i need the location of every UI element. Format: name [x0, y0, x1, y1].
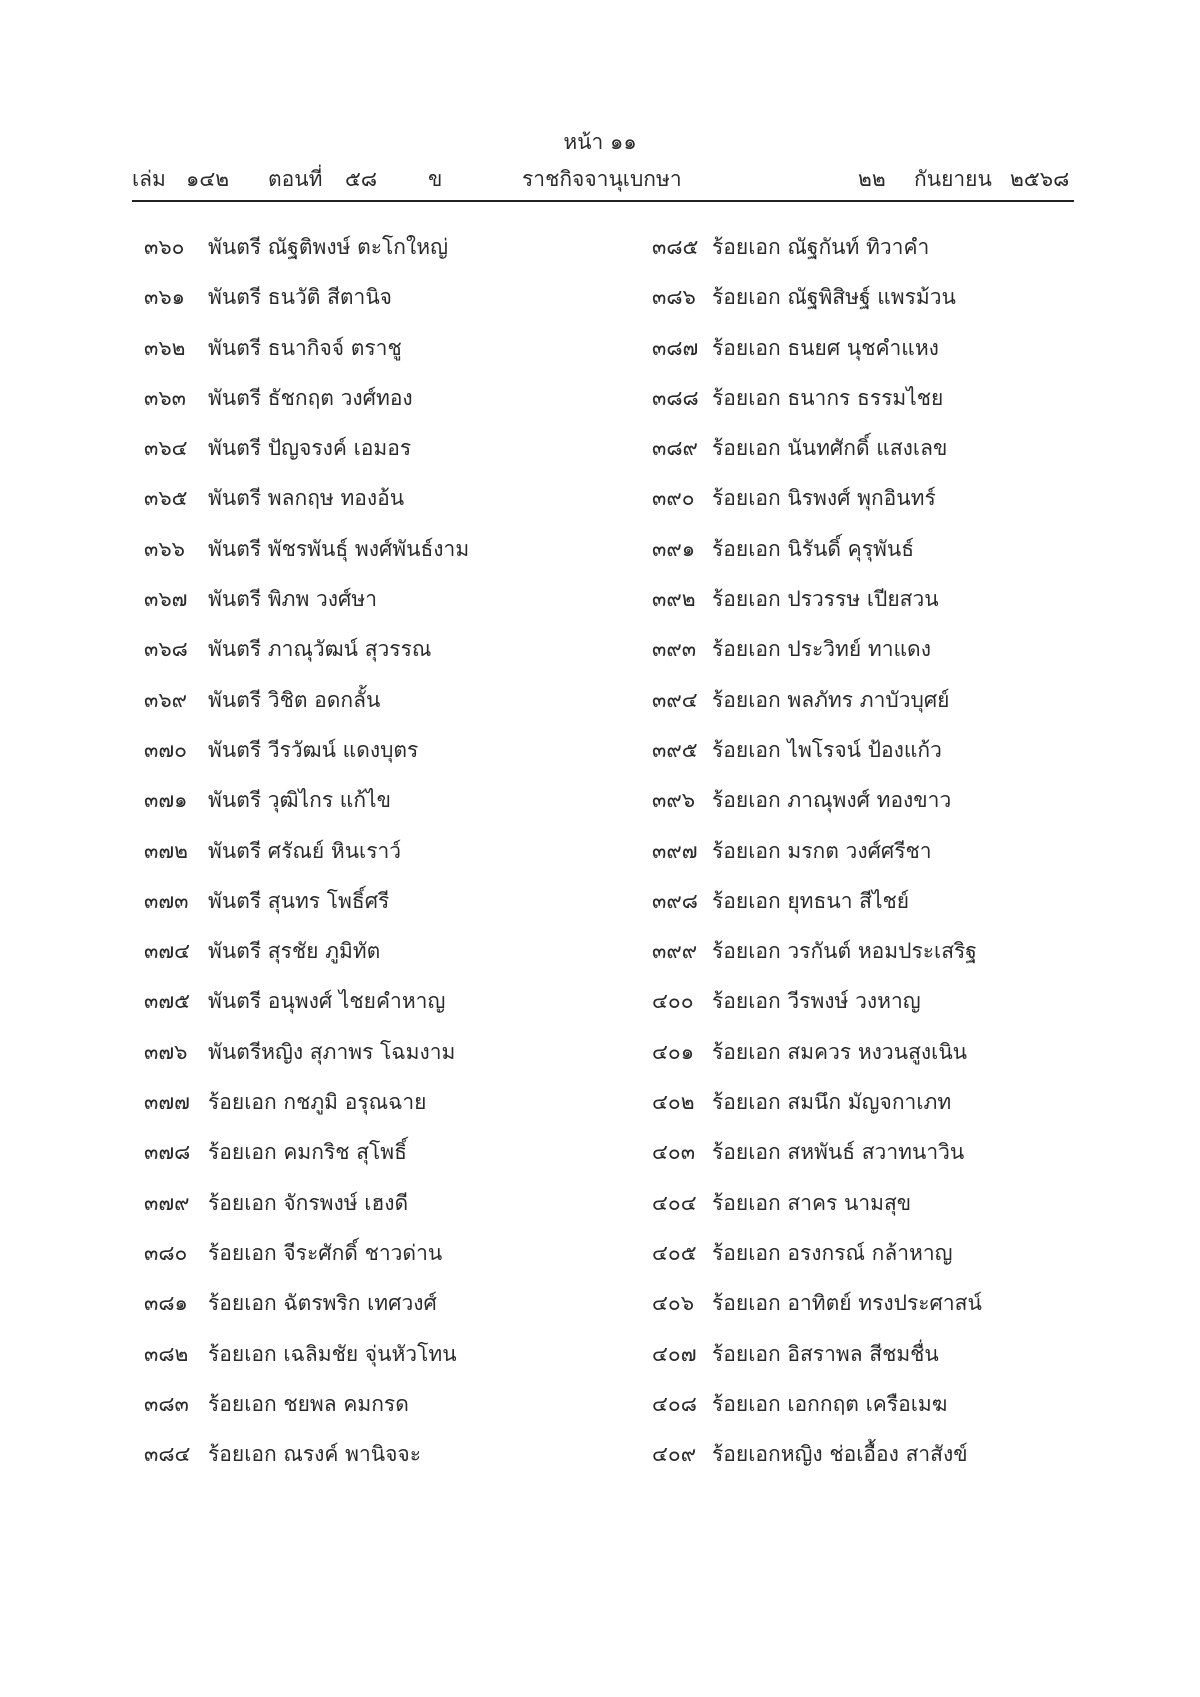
entry-name: พันตรี ธนวัติ สีตานิจ — [208, 285, 392, 310]
entry-number: ๓๗๐ — [144, 737, 187, 762]
list-item — [652, 534, 1092, 584]
entry-name: ร้อยเอก ชยพล คมกรด — [208, 1391, 409, 1416]
list-item — [652, 634, 1092, 684]
entry-number: ๓๗๑ — [144, 788, 188, 813]
entry-name: ร้อยเอก คมกริช สุโพธิ์ — [208, 1140, 407, 1165]
entry-number: ๓๙๑ — [652, 536, 696, 561]
list-item — [652, 836, 1092, 886]
entry-number: ๓๗๙ — [144, 1190, 190, 1215]
entry-number: ๓๘๗ — [652, 335, 699, 360]
entry-name: พันตรี วีรวัฒน์ แดงบุตร — [208, 737, 419, 762]
entry-number: ๓๘๓ — [144, 1391, 189, 1416]
list-item — [652, 735, 1092, 785]
entry-name: ร้อยเอก วรกันต์ หอมประเสริฐ — [712, 939, 977, 964]
list-item — [652, 282, 1092, 332]
entry-number: ๓๘๔ — [144, 1442, 191, 1467]
entry-name: ร้อยเอก ฉัตรพริก เทศวงศ์ — [208, 1291, 437, 1316]
entry-name: พันตรี พัชรพันธุ์ พงศ์พันธ์งาม — [208, 536, 470, 561]
entry-name: พันตรีหญิง สุภาพร โฉมงาม — [208, 1039, 456, 1064]
entry-number: ๓๙๘ — [652, 888, 698, 913]
entry-number: ๓๗๘ — [144, 1140, 191, 1165]
entry-name: ร้อยเอก นิรันดิ์ คุรุพันธ์ — [712, 536, 915, 561]
list-item — [652, 1288, 1092, 1338]
entry-name: ร้อยเอก ณัฐพิสิษฐ์ แพรม้วน — [712, 285, 956, 310]
header-divider — [132, 200, 1074, 202]
entry-number: ๓๖๕ — [144, 486, 188, 511]
page-number: หน้า ๑๑ — [563, 130, 637, 154]
entry-number: ๔๐๘ — [652, 1391, 697, 1416]
list-item — [144, 333, 614, 383]
list-item — [144, 1188, 614, 1238]
entry-name: ร้อยเอก ยุทธนา สีไชย์ — [712, 888, 910, 913]
entry-name: พันตรี ภาณุวัฒน์ สุวรรณ — [208, 637, 432, 662]
entry-number: ๓๙๔ — [652, 687, 698, 712]
entry-number: ๓๖๘ — [144, 637, 188, 662]
list-item — [652, 1339, 1092, 1389]
list-item — [144, 282, 614, 332]
list-item — [652, 383, 1092, 433]
entry-name: พันตรี สุนทร โพธิ์ศรี — [208, 888, 390, 913]
list-item — [652, 1087, 1092, 1137]
entry-name: พันตรี ธนากิจจ์ ตราชู — [208, 335, 402, 360]
entry-name: พันตรี ธัชกฤต วงศ์ทอง — [208, 385, 413, 410]
list-item — [144, 383, 614, 433]
list-item — [144, 785, 614, 835]
list-item — [144, 1389, 614, 1439]
list-item — [652, 1238, 1092, 1288]
list-item — [144, 1439, 614, 1489]
list-item — [652, 483, 1092, 533]
entry-name: ร้อยเอก สาคร นามสุข — [712, 1190, 912, 1215]
entry-name: ร้อยเอก กชภูมิ อรุณฉาย — [208, 1090, 427, 1115]
entry-name: ร้อยเอก พลภัทร ภาบัวบุศย์ — [712, 687, 950, 712]
entry-number: ๔๐๐ — [652, 989, 694, 1014]
entry-number: ๓๗๕ — [144, 989, 191, 1014]
entry-number: ๓๖๙ — [144, 687, 188, 712]
entry-number: ๓๘๒ — [144, 1341, 189, 1366]
entry-name: พันตรี ศรัณย์ หินเราว์ — [208, 838, 402, 863]
list-item — [652, 1137, 1092, 1187]
entry-name: ร้อยเอก อรงกรณ์ กล้าหาญ — [712, 1240, 953, 1265]
entry-number: ๓๘๐ — [144, 1240, 188, 1265]
entry-number: ๔๐๗ — [652, 1341, 697, 1366]
list-item — [144, 986, 614, 1036]
entry-number: ๓๖๒ — [144, 335, 186, 360]
list-item — [652, 1188, 1092, 1238]
entry-number: ๓๙๐ — [652, 486, 695, 511]
entry-name: ร้อยเอก ธนยศ นุชคำแหง — [712, 335, 939, 360]
entry-name: ร้อยเอก สมนึก มัญจกาเภท — [712, 1090, 952, 1115]
entry-name: ร้อยเอก ประวิทย์ ทาแดง — [712, 637, 931, 662]
name-list-right — [652, 232, 1092, 1489]
entry-name: ร้อยเอก ณัฐกันท์ ทิวาคำ — [712, 235, 930, 259]
issue-number: ๕๘ — [345, 167, 378, 191]
entry-name: พันตรี พิภพ วงศ์ษา — [208, 587, 378, 612]
entry-number: ๓๖๗ — [144, 587, 188, 612]
list-item — [652, 685, 1092, 735]
entry-name: ร้อยเอกหญิง ช่อเอื้อง สาสังข์ — [712, 1442, 968, 1467]
name-list-left — [144, 232, 614, 1489]
entry-number: ๓๘๑ — [144, 1291, 188, 1316]
list-item — [652, 1389, 1092, 1439]
list-item — [652, 1439, 1092, 1489]
entry-number: ๔๐๙ — [652, 1442, 697, 1467]
entry-name: ร้อยเอก นิรพงศ์ พุกอินทร์ — [712, 486, 936, 511]
entry-number: ๓๘๙ — [652, 436, 698, 461]
entry-name: ร้อยเอก จีระศักดิ์ ชาวด่าน — [208, 1240, 443, 1265]
entry-name: ร้อยเอก เฉลิมชัย จุ่นหัวโทน — [208, 1341, 457, 1366]
entry-number: ๓๘๖ — [652, 285, 696, 310]
entry-number: ๔๐๒ — [652, 1090, 695, 1115]
entry-number: ๓๘๘ — [652, 385, 699, 410]
entry-number: ๓๖๐ — [144, 235, 185, 259]
gazette-name: ราชกิจจานุเบกษา — [522, 167, 682, 191]
entry-number: ๔๐๖ — [652, 1291, 695, 1316]
list-item — [652, 333, 1092, 383]
list-item — [144, 936, 614, 986]
entry-name: พันตรี อนุพงศ์ ไชยคำหาญ — [208, 989, 446, 1014]
entry-number: ๓๙๒ — [652, 587, 696, 612]
list-item — [144, 1238, 614, 1288]
entry-number: ๔๐๓ — [652, 1140, 696, 1165]
list-item — [144, 433, 614, 483]
entry-name: ร้อยเอก ไพโรจน์ ป้องแก้ว — [712, 737, 942, 762]
entry-name: ร้อยเอก สหพันธ์ สวาทนาวิน — [712, 1140, 965, 1165]
entry-number: ๓๗๔ — [144, 939, 191, 964]
entry-name: ร้อยเอก อิสราพล สีชมชื่น — [712, 1341, 939, 1366]
list-item — [144, 1137, 614, 1187]
list-item — [144, 534, 614, 584]
entry-name: พันตรี พลกฤษ ทองอ้น — [208, 486, 405, 511]
entry-number: ๓๗๖ — [144, 1039, 188, 1064]
entry-name: ร้อยเอก อาทิตย์ ทรงประศาสน์ — [712, 1291, 982, 1316]
issue-label: ตอนที่ — [268, 167, 323, 191]
entry-number: ๓๖๖ — [144, 536, 186, 561]
entry-name: ร้อยเอก วีรพงษ์ วงหาญ — [712, 989, 921, 1014]
list-item — [144, 584, 614, 634]
list-item — [652, 886, 1092, 936]
entry-number: ๓๗๗ — [144, 1090, 190, 1115]
entry-number: ๓๙๖ — [652, 788, 696, 813]
entry-name: ร้อยเอก ณรงค์ พานิจจะ — [208, 1442, 421, 1467]
entry-number: ๓๙๗ — [652, 838, 698, 863]
entry-name: พันตรี ณัฐติพงษ์ ตะโกใหญ่ — [208, 235, 449, 259]
entry-name: ร้อยเอก ธนากร ธรรมไชย — [712, 385, 944, 410]
entry-number: ๔๐๑ — [652, 1039, 695, 1064]
entry-number: ๓๖๑ — [144, 285, 186, 310]
list-item — [144, 886, 614, 936]
entry-number: ๓๙๙ — [652, 939, 698, 964]
entry-number: ๓๗๓ — [144, 888, 189, 913]
entry-name: พันตรี วิชิต อดกลั้น — [208, 687, 381, 712]
entry-name: ร้อยเอก จักรพงษ์ เฮงดี — [208, 1190, 409, 1215]
entry-number: ๓๖๔ — [144, 436, 188, 461]
date-day: ๒๒ — [858, 167, 886, 191]
entry-name: ร้อยเอก นันทศักดิ์ แสงเลข — [712, 436, 948, 461]
entry-number: ๓๙๕ — [652, 737, 698, 762]
entry-number: ๓๗๒ — [144, 838, 188, 863]
list-item — [652, 584, 1092, 634]
list-item — [144, 1288, 614, 1338]
list-item — [652, 936, 1092, 986]
list-item — [652, 785, 1092, 835]
section-letter: ข — [428, 167, 443, 191]
entry-name: พันตรี สุรชัย ภูมิทัต — [208, 939, 381, 964]
list-item — [652, 232, 1092, 282]
entry-number: ๓๘๕ — [652, 235, 699, 259]
list-item — [144, 483, 614, 533]
volume-label: เล่ม — [132, 167, 166, 191]
date-year: ๒๕๖๘ — [1010, 167, 1070, 191]
list-item — [144, 634, 614, 684]
entry-number: ๔๐๔ — [652, 1190, 697, 1215]
volume-number: ๑๔๒ — [186, 167, 230, 191]
entry-name: ร้อยเอก เอกกฤต เครือเมฆ — [712, 1391, 948, 1416]
list-item — [144, 735, 614, 785]
list-item — [144, 836, 614, 886]
entry-name: พันตรี ปัญจรงค์ เอมอร — [208, 436, 412, 461]
entry-name: พันตรี วุฒิไกร แก้ไข — [208, 788, 391, 813]
list-item — [144, 232, 614, 282]
list-item — [652, 433, 1092, 483]
gazette-header — [132, 164, 1074, 194]
date-month: กันยายน — [914, 167, 992, 191]
list-item — [144, 1339, 614, 1389]
list-item — [144, 1087, 614, 1137]
list-item — [144, 1037, 614, 1087]
entry-number: ๔๐๕ — [652, 1240, 697, 1265]
entry-number: ๓๙๓ — [652, 637, 697, 662]
entry-name: ร้อยเอก ภาณุพงศ์ ทองขาว — [712, 788, 952, 813]
list-item — [652, 986, 1092, 1036]
entry-name: ร้อยเอก สมควร หงวนสูงเนิน — [712, 1039, 968, 1064]
list-item — [652, 1037, 1092, 1087]
entry-number: ๓๖๓ — [144, 385, 187, 410]
entry-name: ร้อยเอก มรกต วงศ์ศรีชา — [712, 838, 932, 863]
entry-name: ร้อยเอก ปรวรรษ เปียสวน — [712, 587, 939, 612]
list-item — [144, 685, 614, 735]
